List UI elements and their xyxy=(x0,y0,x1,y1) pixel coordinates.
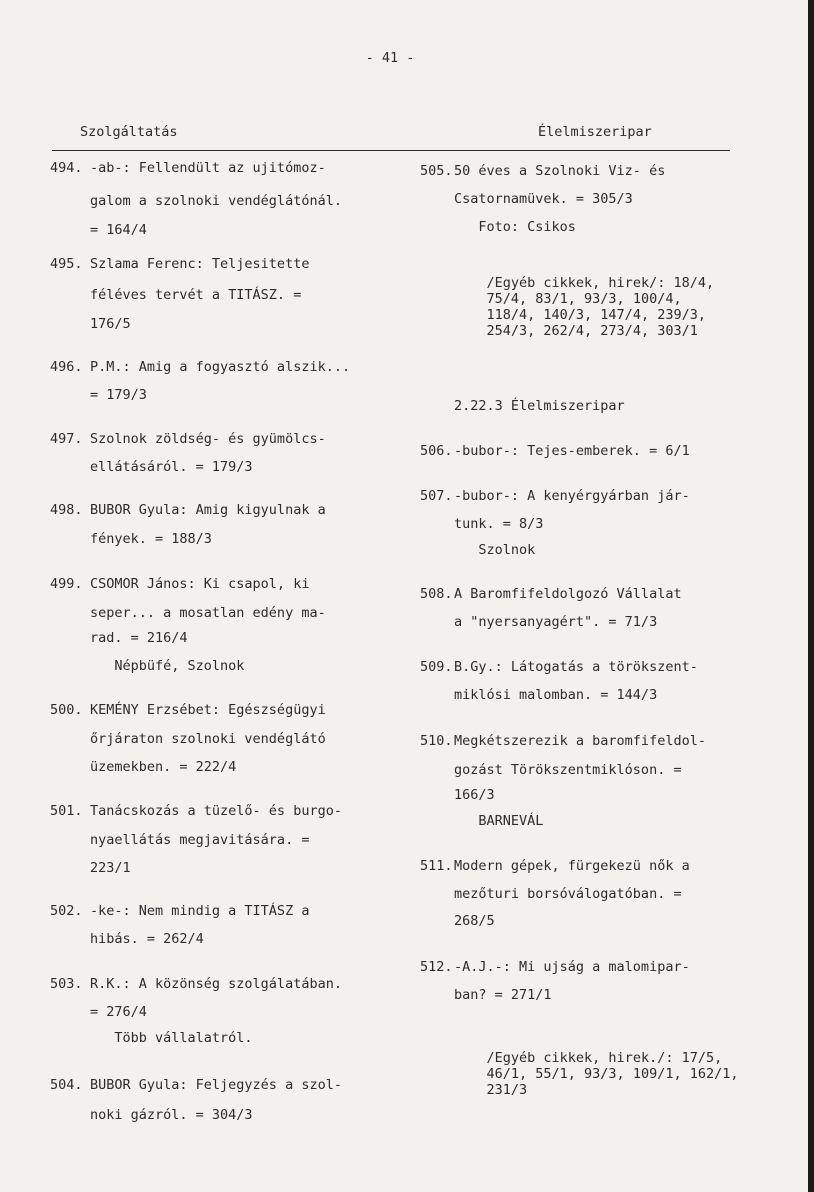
entry-subnote: Népbüfé, Szolnok xyxy=(90,658,245,674)
entry-line: seper... a mosatlan edény ma- xyxy=(90,605,326,621)
entry-line: mezőturi borsóválogatóban. = xyxy=(454,886,682,902)
entry-line: = 276/4 xyxy=(90,1004,147,1020)
entry-number: 497. xyxy=(50,431,83,447)
entry-line: KEMÉNY Erzsébet: Egészségügyi xyxy=(90,702,326,718)
entry-subnote: Több vállalatról. xyxy=(90,1030,253,1046)
articles-line: 46/1, 55/1, 93/3, 109/1, 162/1, xyxy=(486,1066,739,1082)
entry-line: P.M.: Amig a fogyasztó alszik... xyxy=(90,359,351,375)
entry-number: 498. xyxy=(50,502,83,518)
entry-line: nyaellátás megjavitására. = xyxy=(90,832,310,848)
entry-line: B.Gy.: Látogatás a törökszent- xyxy=(454,659,698,675)
entry-number: 510. xyxy=(420,733,453,749)
entry-number: 500. xyxy=(50,702,83,718)
entry-line: BUBOR Gyula: Amig kigyulnak a xyxy=(90,502,326,518)
entry-number: 499. xyxy=(50,576,83,592)
entry-line: miklósi malomban. = 144/3 xyxy=(454,687,658,703)
entry-line: R.K.: A közönség szolgálatában. xyxy=(90,976,342,992)
entry-line: a "nyersanyagért". = 71/3 xyxy=(454,614,658,630)
entry-number: 505. xyxy=(420,163,453,179)
entry-line: fények. = 188/3 xyxy=(90,531,212,547)
header-left: Szolgáltatás xyxy=(80,124,178,140)
entry-subnote: Szolnok xyxy=(454,542,536,558)
entry-number: 496. xyxy=(50,359,83,375)
entry-line: Tanácskozás a tüzelő- és burgo- xyxy=(90,803,342,819)
entry-line: -A.J.-: Mi ujság a malomipar- xyxy=(454,959,690,975)
entry-number: 507. xyxy=(420,488,453,504)
entry-line: 223/1 xyxy=(90,860,131,876)
entry-line: gozást Törökszentmiklóson. = xyxy=(454,762,682,778)
articles-line: /Egyéb cikkek, hirek./: 17/5, xyxy=(486,1050,723,1066)
entry-number: 502. xyxy=(50,903,83,919)
entry-line: ban? = 271/1 xyxy=(454,987,552,1003)
entry-line: BUBOR Gyula: Feljegyzés a szol- xyxy=(90,1077,342,1093)
entry-line: 166/3 xyxy=(454,787,495,803)
entry-line: -bubor-: Tejes-emberek. = 6/1 xyxy=(454,443,690,459)
entry-line: üzemekben. = 222/4 xyxy=(90,759,237,775)
other-articles-2 xyxy=(454,1034,738,1114)
entry-number: 506. xyxy=(420,443,453,459)
entry-line: őrjáraton szolnoki vendéglátó xyxy=(90,731,326,747)
section-heading: 2.22.3 Élelmiszeripar xyxy=(454,398,625,414)
entry-line: noki gázról. = 304/3 xyxy=(90,1107,253,1123)
entry-line: galom a szolnoki vendéglátónál. xyxy=(90,193,342,209)
entry-line: Megkétszerezik a baromfifeldol- xyxy=(454,733,706,749)
entry-line: 176/5 xyxy=(90,316,131,332)
articles-line: 231/3 xyxy=(486,1082,528,1098)
entry-number: 494. xyxy=(50,160,83,176)
entry-line: -ab-: Fellendült az ujitómoz- xyxy=(90,160,326,176)
entry-line: Szlama Ferenc: Teljesitette xyxy=(90,256,310,272)
entry-number: 495. xyxy=(50,256,83,272)
articles-line: 254/3, 262/4, 273/4, 303/1 xyxy=(486,323,698,339)
entry-line: rad. = 216/4 xyxy=(90,630,188,646)
entry-line: = 164/4 xyxy=(90,222,147,238)
other-articles-1 xyxy=(454,259,714,355)
entry-line: féléves tervét a TITÁSZ. = xyxy=(90,287,302,303)
entry-subnote: Foto: Csikos xyxy=(454,219,576,235)
articles-line: 75/4, 83/1, 93/3, 100/4, xyxy=(486,291,682,307)
articles-line: 118/4, 140/3, 147/4, 239/3, xyxy=(486,307,706,323)
entry-line: tunk. = 8/3 xyxy=(454,516,544,532)
header-right: Élelmiszeripar xyxy=(538,124,652,140)
entry-subnote: BARNEVÁL xyxy=(454,813,544,829)
entry-number: 509. xyxy=(420,659,453,675)
entry-line: -bubor-: A kenyérgyárban jár- xyxy=(454,488,690,504)
entry-line: hibás. = 262/4 xyxy=(90,931,204,947)
entry-number: 503. xyxy=(50,976,83,992)
entry-number: 501. xyxy=(50,803,83,819)
entry-line: Szolnok zöldség- és gyümölcs- xyxy=(90,431,326,447)
page-number: - 41 - xyxy=(365,50,415,66)
header-rule xyxy=(52,150,730,151)
entry-line: 268/5 xyxy=(454,913,495,929)
entry-number: 511. xyxy=(420,858,453,874)
entry-number: 504. xyxy=(50,1077,83,1093)
entry-line: A Baromfifeldolgozó Vállalat xyxy=(454,586,682,602)
entry-line: = 179/3 xyxy=(90,387,147,403)
entry-number: 508. xyxy=(420,586,453,602)
page-edge-shadow xyxy=(808,0,814,1192)
entry-number: 512. xyxy=(420,959,453,975)
entry-line: 50 éves a Szolnoki Viz- és xyxy=(454,163,666,179)
articles-line: /Egyéb cikkek, hirek/: 18/4, xyxy=(486,275,715,291)
entry-line: ellátásáról. = 179/3 xyxy=(90,459,253,475)
entry-line: Modern gépek, fürgekezü nők a xyxy=(454,858,690,874)
entry-line: CSOMOR János: Ki csapol, ki xyxy=(90,576,310,592)
entry-line: -ke-: Nem mindig a TITÁSZ a xyxy=(90,903,310,919)
entry-line: Csatornamüvek. = 305/3 xyxy=(454,191,633,207)
